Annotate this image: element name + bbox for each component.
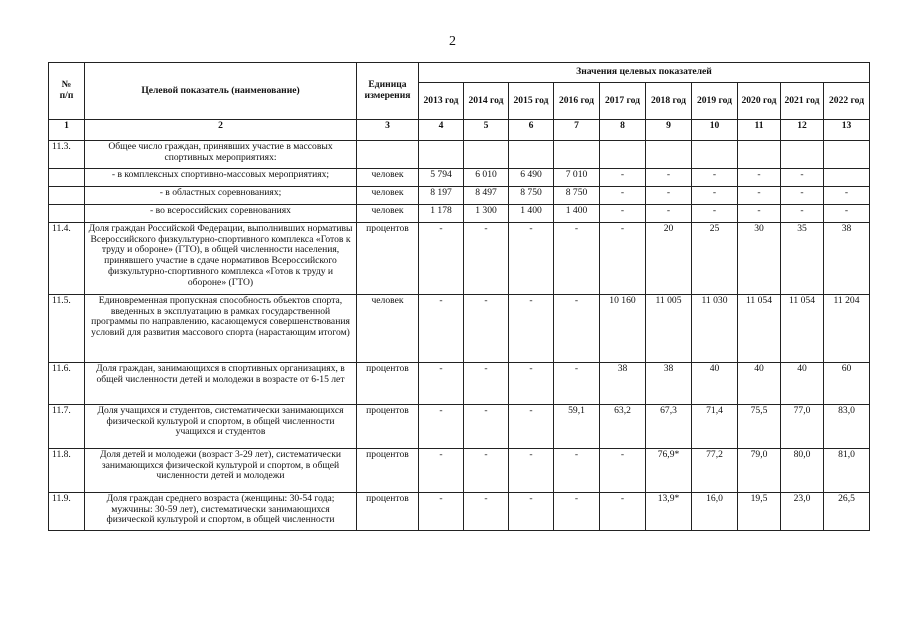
- table-row: [49, 405, 870, 449]
- value-cell: -: [509, 363, 554, 405]
- unit-cell: человек: [357, 187, 419, 205]
- column-number: 5: [464, 120, 509, 141]
- value-cell: 5 794: [419, 169, 464, 187]
- value-cell: 38: [600, 363, 646, 405]
- header-year: 2015 год: [509, 83, 554, 120]
- value-cell: 8 497: [464, 187, 509, 205]
- value-cell: -: [464, 449, 509, 493]
- row-number: 11.3.: [49, 141, 85, 169]
- unit-cell: процентов: [357, 493, 419, 531]
- header-row-group: [49, 63, 870, 83]
- value-cell: 40: [692, 363, 738, 405]
- value-cell: -: [509, 449, 554, 493]
- unit-cell: человек: [357, 169, 419, 187]
- row-number: 11.6.: [49, 363, 85, 405]
- value-cell: 1 178: [419, 205, 464, 223]
- value-cell: [824, 141, 870, 169]
- value-cell: 11 030: [692, 295, 738, 363]
- value-cell: 20: [646, 223, 692, 295]
- indicator-name: - в комплексных спортивно-массовых мероприятиях;: [85, 169, 357, 187]
- value-cell: -: [419, 449, 464, 493]
- unit-cell: процентов: [357, 405, 419, 449]
- unit-cell: процентов: [357, 363, 419, 405]
- value-cell: 38: [646, 363, 692, 405]
- indicator-name: - во всероссийских соревнованиях: [85, 205, 357, 223]
- header-year: 2020 год: [738, 83, 781, 120]
- value-cell: -: [419, 493, 464, 531]
- value-cell: 11 204: [824, 295, 870, 363]
- value-cell: -: [600, 493, 646, 531]
- value-cell: 1 300: [464, 205, 509, 223]
- column-number: 11: [738, 120, 781, 141]
- value-cell: -: [824, 205, 870, 223]
- value-cell: 6 010: [464, 169, 509, 187]
- indicator-name: Доля граждан, занимающихся в спортивных организациях, в общей численности детей и молодежи в возрасте от 6-15 лет: [85, 363, 357, 405]
- value-cell: 19,5: [738, 493, 781, 531]
- column-number: 12: [781, 120, 824, 141]
- value-cell: 40: [781, 363, 824, 405]
- value-cell: 8 750: [554, 187, 600, 205]
- value-cell: -: [781, 205, 824, 223]
- value-cell: -: [419, 363, 464, 405]
- target-indicators-table: [48, 62, 870, 531]
- value-cell: 80,0: [781, 449, 824, 493]
- unit-cell: процентов: [357, 223, 419, 295]
- value-cell: [554, 141, 600, 169]
- header-col-name: Целевой показатель (наименование): [85, 63, 357, 120]
- indicator-name: Доля учащихся и студентов, систематически занимающихся физической культурой и спортом, в общей численности учащихся и студентов: [85, 405, 357, 449]
- header-year: 2022 год: [824, 83, 870, 120]
- value-cell: -: [464, 493, 509, 531]
- column-number: 3: [357, 120, 419, 141]
- row-number: 11.4.: [49, 223, 85, 295]
- column-number: 7: [554, 120, 600, 141]
- column-number: 1: [49, 120, 85, 141]
- value-cell: -: [464, 363, 509, 405]
- header-year: 2016 год: [554, 83, 600, 120]
- value-cell: -: [738, 205, 781, 223]
- value-cell: 11 054: [738, 295, 781, 363]
- value-cell: -: [738, 187, 781, 205]
- column-number: 10: [692, 120, 738, 141]
- value-cell: [738, 141, 781, 169]
- value-cell: -: [554, 363, 600, 405]
- column-number: 8: [600, 120, 646, 141]
- value-cell: -: [554, 449, 600, 493]
- value-cell: 11 005: [646, 295, 692, 363]
- value-cell: -: [600, 169, 646, 187]
- value-cell: 60: [824, 363, 870, 405]
- table-row: [49, 295, 870, 363]
- value-cell: -: [419, 405, 464, 449]
- value-cell: 10 160: [600, 295, 646, 363]
- value-cell: -: [692, 205, 738, 223]
- table-body: [49, 141, 870, 531]
- header-values-group: Значения целевых показателей: [419, 63, 870, 83]
- value-cell: 1 400: [509, 205, 554, 223]
- row-number: 11.8.: [49, 449, 85, 493]
- value-cell: 35: [781, 223, 824, 295]
- value-cell: 77,2: [692, 449, 738, 493]
- value-cell: -: [646, 205, 692, 223]
- value-cell: -: [692, 187, 738, 205]
- column-number: 4: [419, 120, 464, 141]
- row-number: [49, 205, 85, 223]
- value-cell: 26,5: [824, 493, 870, 531]
- value-cell: [464, 141, 509, 169]
- row-number: [49, 187, 85, 205]
- table-row: [49, 223, 870, 295]
- value-cell: 79,0: [738, 449, 781, 493]
- column-number: 2: [85, 120, 357, 141]
- value-cell: 83,0: [824, 405, 870, 449]
- value-cell: 11 054: [781, 295, 824, 363]
- value-cell: -: [781, 169, 824, 187]
- table-row: [49, 449, 870, 493]
- value-cell: 76,9*: [646, 449, 692, 493]
- value-cell: -: [554, 493, 600, 531]
- value-cell: 8 750: [509, 187, 554, 205]
- value-cell: 8 197: [419, 187, 464, 205]
- indicator-name: - в областных соревнованиях;: [85, 187, 357, 205]
- value-cell: -: [554, 223, 600, 295]
- header-year: 2018 год: [646, 83, 692, 120]
- header-year: 2021 год: [781, 83, 824, 120]
- value-cell: 67,3: [646, 405, 692, 449]
- value-cell: 40: [738, 363, 781, 405]
- value-cell: 81,0: [824, 449, 870, 493]
- value-cell: 77,0: [781, 405, 824, 449]
- value-cell: -: [509, 295, 554, 363]
- value-cell: 30: [738, 223, 781, 295]
- indicator-name: Доля граждан среднего возраста (женщины: 30-54 года; мужчины: 30-59 лет), систематически занимающихся физической культурой и спортом, в общей численности: [85, 493, 357, 531]
- value-cell: 1 400: [554, 205, 600, 223]
- value-cell: 38: [824, 223, 870, 295]
- column-number: 13: [824, 120, 870, 141]
- header-year: 2013 год: [419, 83, 464, 120]
- unit-cell: человек: [357, 295, 419, 363]
- value-cell: 71,4: [692, 405, 738, 449]
- value-cell: 13,9*: [646, 493, 692, 531]
- table-row: [49, 187, 870, 205]
- value-cell: [419, 141, 464, 169]
- row-number: [49, 169, 85, 187]
- column-number-row: [49, 120, 870, 141]
- value-cell: 23,0: [781, 493, 824, 531]
- value-cell: [824, 169, 870, 187]
- value-cell: -: [464, 405, 509, 449]
- value-cell: -: [600, 223, 646, 295]
- row-number: 11.5.: [49, 295, 85, 363]
- value-cell: -: [600, 449, 646, 493]
- row-number: 11.9.: [49, 493, 85, 531]
- value-cell: 6 490: [509, 169, 554, 187]
- value-cell: -: [600, 205, 646, 223]
- value-cell: -: [509, 405, 554, 449]
- value-cell: -: [509, 223, 554, 295]
- value-cell: -: [824, 187, 870, 205]
- value-cell: -: [738, 169, 781, 187]
- row-number: 11.7.: [49, 405, 85, 449]
- value-cell: -: [692, 169, 738, 187]
- value-cell: -: [554, 295, 600, 363]
- column-number: 6: [509, 120, 554, 141]
- header-col-num: № п/п: [49, 63, 85, 120]
- indicator-name: Единовременная пропускная способность объектов спорта, введенных в эксплуатацию в рамках государственной программы по направлению, касающемуся совершенствования условий для развития массового спорта (нарастающим итогом): [85, 295, 357, 363]
- value-cell: -: [464, 223, 509, 295]
- value-cell: [646, 141, 692, 169]
- value-cell: -: [464, 295, 509, 363]
- column-number: 9: [646, 120, 692, 141]
- table-row: [49, 205, 870, 223]
- value-cell: 7 010: [554, 169, 600, 187]
- value-cell: 75,5: [738, 405, 781, 449]
- indicator-name: Общее число граждан, принявших участие в массовых спортивных мероприятиях:: [85, 141, 357, 169]
- value-cell: -: [781, 187, 824, 205]
- value-cell: 63,2: [600, 405, 646, 449]
- value-cell: 59,1: [554, 405, 600, 449]
- header-year: 2019 год: [692, 83, 738, 120]
- indicator-name: Доля детей и молодежи (возраст 3-29 лет), систематически занимающихся физической культурой и спортом, в общей численности детей и молодежи: [85, 449, 357, 493]
- value-cell: [692, 141, 738, 169]
- value-cell: [509, 141, 554, 169]
- value-cell: -: [600, 187, 646, 205]
- header-year: 2014 год: [464, 83, 509, 120]
- value-cell: -: [509, 493, 554, 531]
- table-row: [49, 169, 870, 187]
- value-cell: -: [646, 169, 692, 187]
- header-col-unit: Единица измерения: [357, 63, 419, 120]
- indicator-name: Доля граждан Российской Федерации, выполнивших нормативы Всероссийского физкультурно-спортивного комплекса «Готов к труду и обороне» (ГТО), в общей численности населения, принявшего участие в сдаче нормативов Всероссийского физкультурно-спортивного комплекса «Готов к труду и обороне» (ГТО): [85, 223, 357, 295]
- table-row: [49, 141, 870, 169]
- value-cell: -: [419, 223, 464, 295]
- value-cell: [781, 141, 824, 169]
- unit-cell: процентов: [357, 449, 419, 493]
- value-cell: 16,0: [692, 493, 738, 531]
- value-cell: [600, 141, 646, 169]
- unit-cell: [357, 141, 419, 169]
- value-cell: -: [419, 295, 464, 363]
- table-row: [49, 493, 870, 531]
- unit-cell: человек: [357, 205, 419, 223]
- value-cell: 25: [692, 223, 738, 295]
- table-row: [49, 363, 870, 405]
- value-cell: -: [646, 187, 692, 205]
- page-number: 2: [449, 34, 456, 49]
- header-year: 2017 год: [600, 83, 646, 120]
